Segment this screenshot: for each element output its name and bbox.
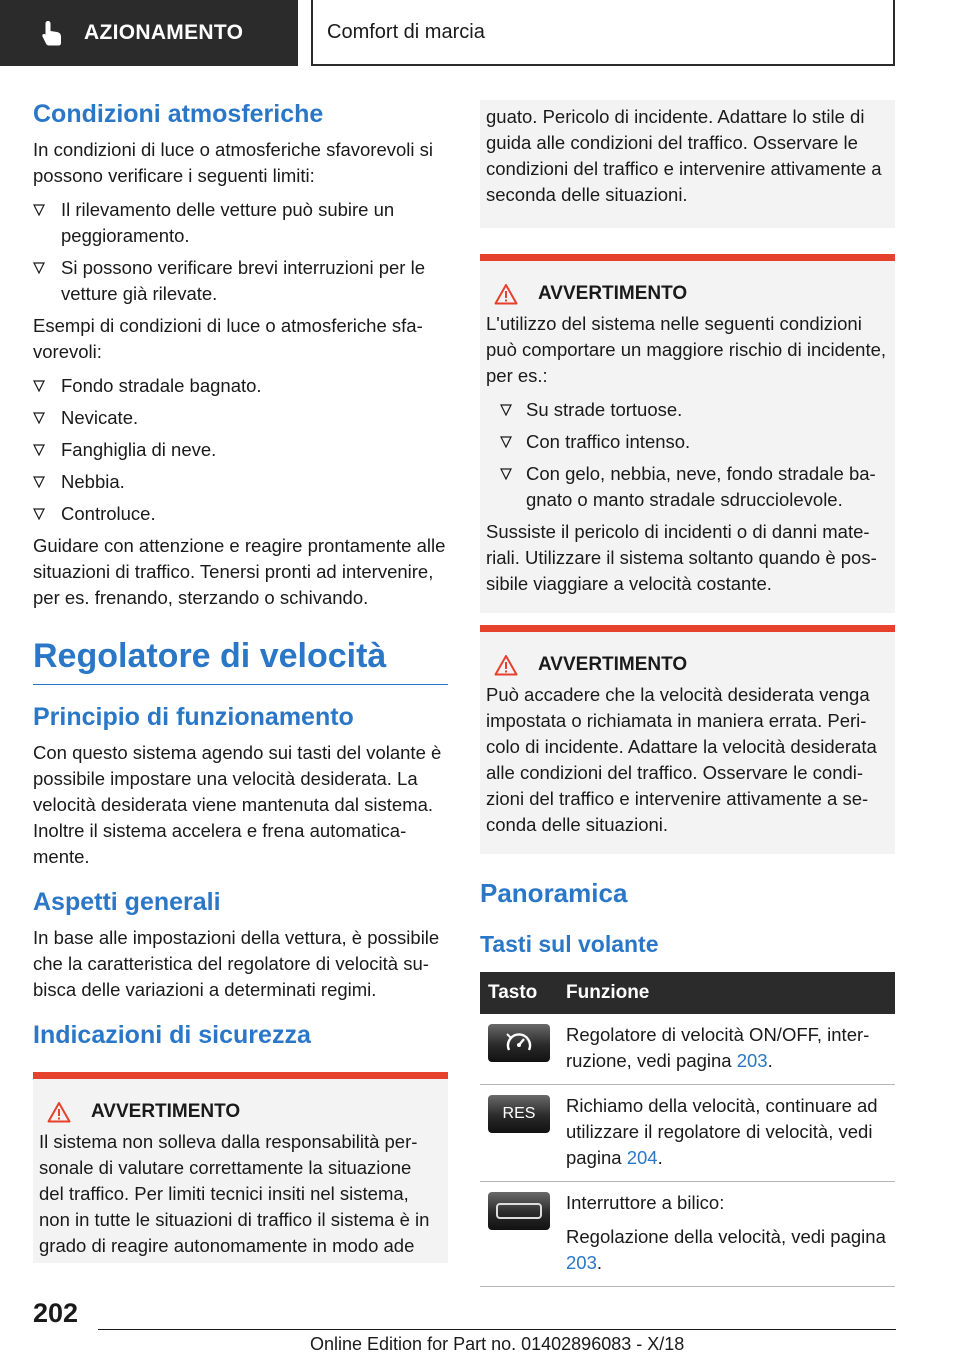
res-button-icon (488, 1095, 550, 1133)
warning-title: AVVERTIMENTO (538, 283, 688, 304)
list-item: Fondo stradale bagnato. (33, 373, 448, 399)
bullet-triangle-icon (500, 468, 512, 480)
weather-examples-list (33, 373, 448, 527)
list-item: Nebbia. (33, 469, 448, 495)
weather-examples-intro: Esempi di condizioni di luce o atmosferiche sfavorevoli: (33, 315, 423, 362)
function-cell: Richiamo della velocità, continuare ad utilizzare il regolatore di velocità, vedi pagina 204. (558, 1085, 895, 1182)
left-column (33, 100, 448, 1273)
list-item: Controluce. (33, 501, 448, 527)
bullet-triangle-icon (33, 508, 45, 520)
regulator-heading: Regolatore di velocità (33, 637, 448, 685)
bullet-triangle-icon (500, 436, 512, 448)
warning-title: AVVERTIMENTO (538, 654, 688, 675)
speedometer-icon (502, 1030, 536, 1056)
table-row (480, 1085, 895, 1182)
cruise-control-icon (488, 1024, 550, 1062)
chapter-tab[interactable] (0, 0, 298, 66)
section-title: Comfort di marcia (327, 20, 485, 43)
page-link[interactable]: 204 (626, 1147, 658, 1168)
warning-intro: L'utilizzo del sistema nelle seguenti condizioni può comportare un maggiore rischio di incidente, per es.: (486, 313, 887, 386)
bullet-triangle-icon (33, 262, 45, 274)
list-item: Su strade tortuose. (486, 397, 887, 423)
function-cell: Regolatore di velocità ON/OFF, interruzione, vedi pagina 203. (558, 1014, 895, 1085)
warning-header (486, 283, 887, 305)
table-header-row (480, 972, 895, 1014)
key-cell (480, 1085, 558, 1182)
warning-outro: Sussiste il pericolo di incidenti o di danni materiali. Utilizzare il sistema soltanto quando è possibile viaggiare a velocità costante. (486, 521, 877, 594)
weather-intro: In condizioni di luce o atmosferiche sfavorevoli si possono verificare i seguenti limiti: (33, 139, 433, 186)
list-item: Con traffico intenso. (486, 429, 887, 455)
general-heading: Aspetti generali (33, 888, 221, 916)
chapter-title: AZIONAMENTO (84, 21, 244, 44)
principle-text: Con questo sistema agendo sui tasti del volante è possibile impostare una velocità desiderata. La velocità desiderata viene mantenuta dal sistema. Inoltre il sistema accelera e frena automaticamente. (33, 742, 442, 867)
right-column (480, 100, 895, 1287)
warning-box-1 (33, 1072, 448, 1263)
principle-heading: Principio di funzionamento (33, 703, 354, 731)
page-link[interactable]: 203 (566, 1252, 597, 1273)
section-tab[interactable] (311, 0, 895, 66)
key-cell (480, 1014, 558, 1085)
steering-keys-table (480, 972, 895, 1287)
warning-conditions-list (486, 397, 887, 513)
column-header-function: Funzione (566, 982, 650, 1003)
list-item: Nevicate. (33, 405, 448, 431)
warning-text: Può accadere che la velocità desiderata venga impostata o richiamata in maniera errata. Pericolo di incidente. Adattare la velocità desiderata alle condizioni del traffico. Osservare le condizioni del traffico e intervenire attivamente a seconda delle situazioni. (486, 684, 877, 835)
footer-edition: Online Edition for Part no. 01402896083 - X/18 (310, 1334, 685, 1354)
bullet-triangle-icon (33, 380, 45, 392)
bullet-triangle-icon (500, 404, 512, 416)
table-row (480, 1014, 895, 1085)
warning-box-3 (480, 625, 895, 854)
bullet-triangle-icon (33, 412, 45, 424)
page-header (0, 0, 960, 66)
general-text: In base alle impostazioni della vettura, è possibile che la caratteristica del regolatore di velocità subisca delle variazioni a determinati regimi. (33, 927, 440, 1000)
bullet-triangle-icon (33, 204, 45, 216)
rocker-switch-icon (488, 1192, 550, 1230)
list-item: Il rilevamento delle vetture può subire un peggioramento. (33, 197, 448, 249)
warning-text: Il sistema non solleva dalla responsabilità personale di valutare correttamente la situazione del traffico. Per limiti tecnici insiti nel sistema, non in tutte le situazioni di traffico il sistema è in grado di reagire autonomamente in modo ade (39, 1131, 430, 1256)
warning-box-2 (480, 254, 895, 613)
function-cell: Interruttore a bilico: Regolazione della velocità, vedi pagina 203. (558, 1182, 895, 1287)
weather-outro: Guidare con attenzione e reagire prontamente alle situazioni di traffico. Tenersi pronti ad intervenire, per es. frenando, sterzando o schivando. (33, 535, 446, 608)
column-header-key: Tasto (488, 982, 538, 1003)
page-number: 202 (33, 1298, 79, 1328)
bullet-triangle-icon (33, 444, 45, 456)
warning-title: AVVERTIMENTO (91, 1101, 241, 1122)
rocker-icon (494, 1200, 544, 1222)
safety-heading: Indicazioni di sicurezza (33, 1021, 311, 1049)
footer-divider (98, 1329, 896, 1330)
weather-limits-list (33, 197, 448, 307)
warning-box-1-continued (480, 100, 895, 228)
table-row (480, 1182, 895, 1287)
bullet-triangle-icon (33, 476, 45, 488)
list-item: Fanghiglia di neve. (33, 437, 448, 463)
warning-text: guato. Pericolo di incidente. Adattare lo stile di guida alle condizioni del traffico. Osservare le condizioni del traffico e intervenire attivamente a seconda delle situazioni. (486, 106, 882, 205)
warning-header (39, 1101, 440, 1123)
warning-triangle-icon (494, 654, 518, 676)
hand-pointer-icon (38, 19, 66, 47)
warning-triangle-icon (494, 283, 518, 305)
list-item: Si possono verificare brevi interruzioni per le vetture già rilevate. (33, 255, 448, 307)
weather-heading: Condizioni atmosferiche (33, 100, 324, 128)
overview-heading: Panoramica (480, 878, 628, 908)
key-label: RES (502, 1105, 536, 1122)
warning-triangle-icon (47, 1101, 71, 1123)
list-item: Con gelo, nebbia, neve, fondo stradale bagnato o manto stradale sdrucciolevole. (486, 461, 887, 513)
page-link[interactable]: 203 (736, 1050, 768, 1071)
warning-header (486, 654, 887, 676)
key-cell (480, 1182, 558, 1287)
keys-heading: Tasti sul volante (480, 931, 659, 957)
